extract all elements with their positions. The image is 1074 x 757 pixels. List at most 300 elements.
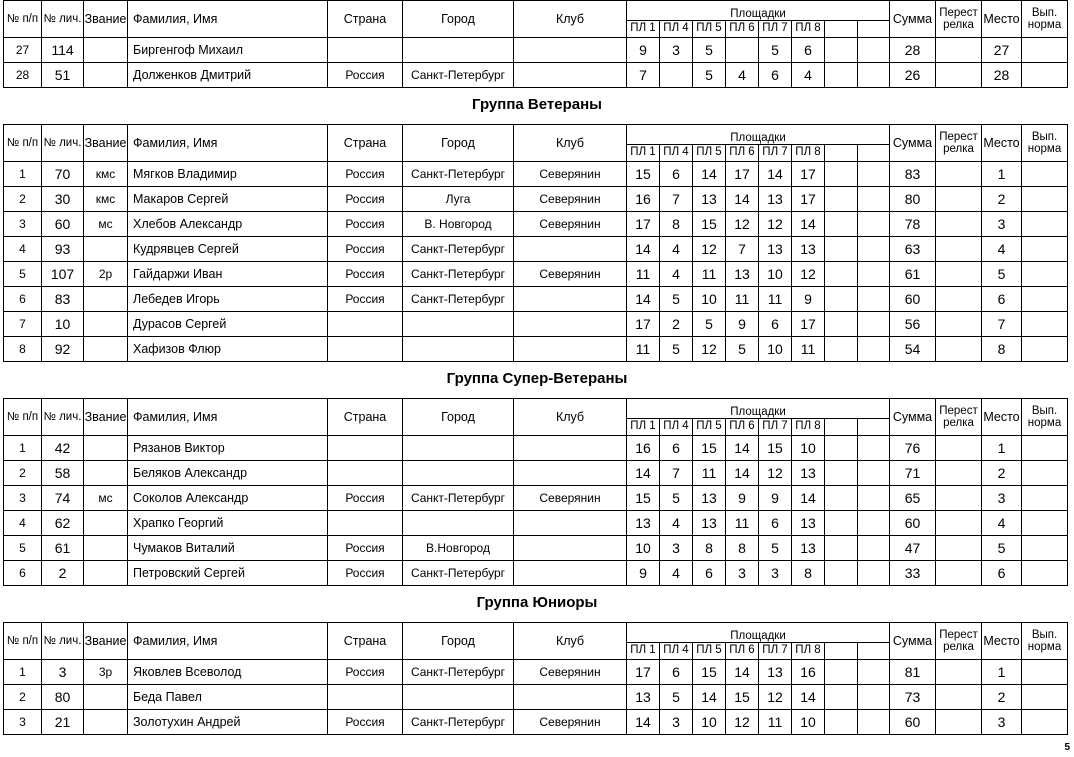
row-court-score: 10 [792,436,825,461]
table-row [4,486,1068,511]
row-sum: 47 [890,536,936,561]
col-header-court-3: ПЛ 5 [693,145,726,162]
row-norm [1022,63,1068,88]
col-header-place: Место [982,125,1022,162]
row-club: Северянин [514,162,627,187]
row-club [514,685,627,710]
row-license: 80 [42,685,84,710]
row-norm [1022,337,1068,362]
row-court-score: 6 [660,660,693,685]
col-header-city: Город [403,399,514,436]
row-empty [825,536,858,561]
row-reshoot [936,162,982,187]
row-court-score: 13 [792,237,825,262]
col-header-club: Клуб [514,399,627,436]
row-city: Санкт-Петербург [403,561,514,586]
row-name: Золотухин Андрей [128,710,328,735]
row-court-score: 17 [792,187,825,212]
table-row [4,511,1068,536]
row-court-score: 14 [693,162,726,187]
row-empty [825,461,858,486]
col-header-license: № лич. [42,399,84,436]
row-club: Северянин [514,262,627,287]
row-reshoot [936,38,982,63]
row-court-score: 13 [759,237,792,262]
row-court-score: 16 [792,660,825,685]
row-empty [858,710,890,735]
row-court-score: 12 [792,262,825,287]
row-empty [825,710,858,735]
header-row [4,623,1068,643]
row-court-score: 11 [693,262,726,287]
row-sum: 60 [890,710,936,735]
row-empty [825,187,858,212]
row-court-score: 7 [660,461,693,486]
row-city: Луга [403,187,514,212]
table-row [4,536,1068,561]
col-header-city: Город [403,1,514,38]
row-city: Санкт-Петербург [403,710,514,735]
col-header-empty [825,643,858,660]
col-header-empty [825,419,858,436]
col-header-reshoot: Перест релка [936,125,982,162]
row-sum: 26 [890,63,936,88]
row-club [514,536,627,561]
row-court-score: 14 [726,187,759,212]
row-rank: 2р [84,262,128,287]
row-city: В. Новгород [403,212,514,237]
row-court-score: 6 [693,561,726,586]
col-header-license: № лич. [42,623,84,660]
row-country: Россия [328,486,403,511]
row-empty [858,212,890,237]
col-header-court-2: ПЛ 4 [660,145,693,162]
table-row [4,660,1068,685]
row-club [514,63,627,88]
row-rank [84,710,128,735]
col-header-rank: Звание [84,399,128,436]
row-reshoot [936,685,982,710]
row-country: Россия [328,710,403,735]
row-reshoot [936,660,982,685]
row-license: 83 [42,287,84,312]
row-empty [825,162,858,187]
row-club [514,511,627,536]
col-header-sum: Сумма [890,399,936,436]
row-country [328,685,403,710]
row-name: Храпко Георгий [128,511,328,536]
row-license: 58 [42,461,84,486]
row-place: 3 [982,212,1022,237]
row-sum: 83 [890,162,936,187]
table-row [4,212,1068,237]
row-empty [858,337,890,362]
table-row [4,63,1068,88]
row-reshoot [936,63,982,88]
col-header-country: Страна [328,399,403,436]
row-place: 3 [982,486,1022,511]
row-norm [1022,312,1068,337]
row-empty [858,461,890,486]
col-header-court-5: ПЛ 7 [759,21,792,38]
row-norm [1022,710,1068,735]
row-country: Россия [328,536,403,561]
row-reshoot [936,187,982,212]
row-empty [858,436,890,461]
results-table [3,124,1068,362]
col-header-court-1: ПЛ 1 [627,643,660,660]
row-norm [1022,162,1068,187]
row-court-score: 3 [660,536,693,561]
row-court-score: 16 [627,436,660,461]
row-sum: 60 [890,511,936,536]
col-header-reshoot: Перест релка [936,399,982,436]
col-header-num: № п/п [4,1,42,38]
row-rank: кмс [84,162,128,187]
table-row [4,561,1068,586]
row-sum: 54 [890,337,936,362]
row-country [328,312,403,337]
row-court-score: 16 [627,187,660,212]
col-header-place: Место [982,1,1022,38]
row-city: Санкт-Петербург [403,63,514,88]
row-license: 93 [42,237,84,262]
header-row [4,399,1068,419]
row-court-score: 14 [726,436,759,461]
row-license: 62 [42,511,84,536]
row-rank: 3р [84,660,128,685]
col-header-court-5: ПЛ 7 [759,643,792,660]
row-name: Хафизов Флюр [128,337,328,362]
row-court-score: 11 [726,511,759,536]
row-court-score: 11 [693,461,726,486]
col-header-name: Фамилия, Имя [128,399,328,436]
row-court-score: 17 [627,212,660,237]
row-rank [84,312,128,337]
row-number: 4 [4,511,42,536]
row-sum: 56 [890,312,936,337]
row-place: 5 [982,536,1022,561]
col-header-court-3: ПЛ 5 [693,21,726,38]
row-court-score: 3 [759,561,792,586]
col-header-club: Клуб [514,125,627,162]
col-header-sum: Сумма [890,623,936,660]
row-court-score: 5 [660,337,693,362]
row-court-score: 5 [693,63,726,88]
row-sum: 71 [890,461,936,486]
row-country: Россия [328,287,403,312]
row-city [403,312,514,337]
group-title: Группа Супер-Ветераны [446,370,628,387]
col-header-norm: Вып. норма [1022,623,1068,660]
row-city [403,685,514,710]
row-rank [84,63,128,88]
row-court-score: 10 [759,262,792,287]
row-number: 8 [4,337,42,362]
row-number: 1 [4,436,42,461]
row-court-score: 9 [627,561,660,586]
row-norm [1022,685,1068,710]
row-license: 42 [42,436,84,461]
row-club: Северянин [514,486,627,511]
row-country: Россия [328,63,403,88]
row-name: Чумаков Виталий [128,536,328,561]
row-empty [858,536,890,561]
row-reshoot [936,212,982,237]
row-club [514,436,627,461]
row-court-score: 13 [693,511,726,536]
row-name: Гайдаржи Иван [128,262,328,287]
row-city: Санкт-Петербург [403,660,514,685]
col-header-court-6: ПЛ 8 [792,21,825,38]
row-rank [84,287,128,312]
row-court-score: 14 [627,287,660,312]
row-court-score [726,38,759,63]
row-country: Россия [328,262,403,287]
row-place: 27 [982,38,1022,63]
row-name: Долженков Дмитрий [128,63,328,88]
col-header-rank: Звание [84,125,128,162]
row-reshoot [936,436,982,461]
row-court-score: 6 [660,436,693,461]
row-place: 8 [982,337,1022,362]
row-court-score: 10 [759,337,792,362]
row-court-score: 7 [726,237,759,262]
row-place: 6 [982,287,1022,312]
row-empty [825,212,858,237]
col-header-court-2: ПЛ 4 [660,419,693,436]
table-row [4,710,1068,735]
row-rank [84,337,128,362]
row-number: 27 [4,38,42,63]
col-header-empty [858,21,890,38]
col-header-place: Место [982,623,1022,660]
row-club: Северянин [514,212,627,237]
row-empty [858,511,890,536]
row-city [403,511,514,536]
row-license: 21 [42,710,84,735]
table-row [4,685,1068,710]
row-court-score: 14 [792,685,825,710]
header-row [4,125,1068,145]
col-header-rank: Звание [84,1,128,38]
row-court-score: 13 [759,187,792,212]
col-header-court-6: ПЛ 8 [792,419,825,436]
results-table [3,0,1068,88]
row-license: 70 [42,162,84,187]
row-court-score: 15 [627,162,660,187]
row-city: Санкт-Петербург [403,486,514,511]
row-license: 51 [42,63,84,88]
row-court-score: 5 [759,38,792,63]
row-country: Россия [328,561,403,586]
row-number: 6 [4,561,42,586]
row-name: Рязанов Виктор [128,436,328,461]
row-court-score: 10 [627,536,660,561]
col-header-court-3: ПЛ 5 [693,643,726,660]
row-place: 3 [982,710,1022,735]
row-place: 4 [982,237,1022,262]
row-empty [858,162,890,187]
row-court-score: 5 [660,486,693,511]
col-header-courts: Площадки [627,125,890,145]
col-header-court-4: ПЛ 6 [726,145,759,162]
row-city [403,337,514,362]
col-header-sum: Сумма [890,125,936,162]
row-court-score: 9 [726,312,759,337]
col-header-court-2: ПЛ 4 [660,21,693,38]
row-empty [858,685,890,710]
row-empty [825,337,858,362]
row-club [514,38,627,63]
row-court-score: 13 [792,511,825,536]
row-court-score: 12 [693,237,726,262]
row-court-score: 14 [627,237,660,262]
row-court-score: 12 [693,337,726,362]
row-court-score: 13 [693,486,726,511]
col-header-name: Фамилия, Имя [128,125,328,162]
row-sum: 76 [890,436,936,461]
col-header-name: Фамилия, Имя [128,1,328,38]
row-club [514,337,627,362]
row-country: Россия [328,187,403,212]
row-court-score: 14 [759,162,792,187]
row-reshoot [936,536,982,561]
row-sum: 28 [890,38,936,63]
row-court-score: 6 [792,38,825,63]
row-court-score: 4 [726,63,759,88]
table-row [4,312,1068,337]
row-country [328,38,403,63]
row-empty [825,262,858,287]
row-country [328,461,403,486]
row-court-score: 6 [759,63,792,88]
row-club: Северянин [514,187,627,212]
row-court-score: 6 [759,511,792,536]
row-court-score: 13 [792,461,825,486]
row-place: 1 [982,660,1022,685]
col-header-court-1: ПЛ 1 [627,419,660,436]
row-norm [1022,237,1068,262]
row-empty [825,561,858,586]
row-court-score: 11 [627,337,660,362]
row-empty [825,511,858,536]
row-name: Мягков Владимир [128,162,328,187]
row-number: 5 [4,262,42,287]
col-header-empty [858,643,890,660]
row-place: 2 [982,461,1022,486]
col-header-court-1: ПЛ 1 [627,145,660,162]
row-sum: 78 [890,212,936,237]
row-city [403,461,514,486]
row-reshoot [936,486,982,511]
row-rank [84,237,128,262]
table-row [4,461,1068,486]
row-court-score: 5 [660,287,693,312]
col-header-country: Страна [328,623,403,660]
row-club [514,237,627,262]
row-reshoot [936,511,982,536]
col-header-city: Город [403,125,514,162]
row-court-score: 17 [627,312,660,337]
row-court-score: 14 [792,486,825,511]
row-rank [84,685,128,710]
row-reshoot [936,237,982,262]
row-court-score: 11 [759,710,792,735]
row-court-score: 14 [627,710,660,735]
header-row [4,1,1068,21]
row-court-score: 7 [627,63,660,88]
col-header-license: № лич. [42,125,84,162]
col-header-country: Страна [328,1,403,38]
col-header-courts: Площадки [627,1,890,21]
row-license: 30 [42,187,84,212]
col-header-court-6: ПЛ 8 [792,145,825,162]
row-number: 3 [4,710,42,735]
col-header-court-3: ПЛ 5 [693,419,726,436]
col-header-city: Город [403,623,514,660]
col-header-court-5: ПЛ 7 [759,145,792,162]
row-empty [825,312,858,337]
row-club: Северянин [514,710,627,735]
row-court-score: 11 [726,287,759,312]
row-court-score [660,63,693,88]
row-court-score: 12 [759,461,792,486]
row-license: 2 [42,561,84,586]
row-club [514,312,627,337]
row-rank [84,561,128,586]
row-country [328,511,403,536]
row-court-score: 2 [660,312,693,337]
row-norm [1022,511,1068,536]
row-court-score: 17 [726,162,759,187]
row-reshoot [936,561,982,586]
col-header-court-1: ПЛ 1 [627,21,660,38]
row-court-score: 3 [660,710,693,735]
row-empty [825,486,858,511]
row-country: Россия [328,162,403,187]
col-header-court-4: ПЛ 6 [726,419,759,436]
row-number: 4 [4,237,42,262]
row-country: Россия [328,237,403,262]
row-court-score: 9 [759,486,792,511]
row-court-score: 5 [726,337,759,362]
col-header-court-6: ПЛ 8 [792,643,825,660]
row-empty [858,312,890,337]
row-place: 1 [982,436,1022,461]
row-court-score: 9 [726,486,759,511]
col-header-license: № лич. [42,1,84,38]
row-country [328,436,403,461]
row-court-score: 14 [627,461,660,486]
col-header-num: № п/п [4,125,42,162]
row-court-score: 12 [759,685,792,710]
col-header-num: № п/п [4,623,42,660]
row-license: 107 [42,262,84,287]
row-license: 3 [42,660,84,685]
col-header-courts: Площадки [627,623,890,643]
row-sum: 81 [890,660,936,685]
row-court-score: 8 [792,561,825,586]
row-sum: 73 [890,685,936,710]
row-court-score: 8 [660,212,693,237]
row-court-score: 4 [792,63,825,88]
row-name: Яковлев Всеволод [128,660,328,685]
row-court-score: 15 [627,486,660,511]
col-header-court-4: ПЛ 6 [726,643,759,660]
col-header-name: Фамилия, Имя [128,623,328,660]
row-court-score: 11 [792,337,825,362]
